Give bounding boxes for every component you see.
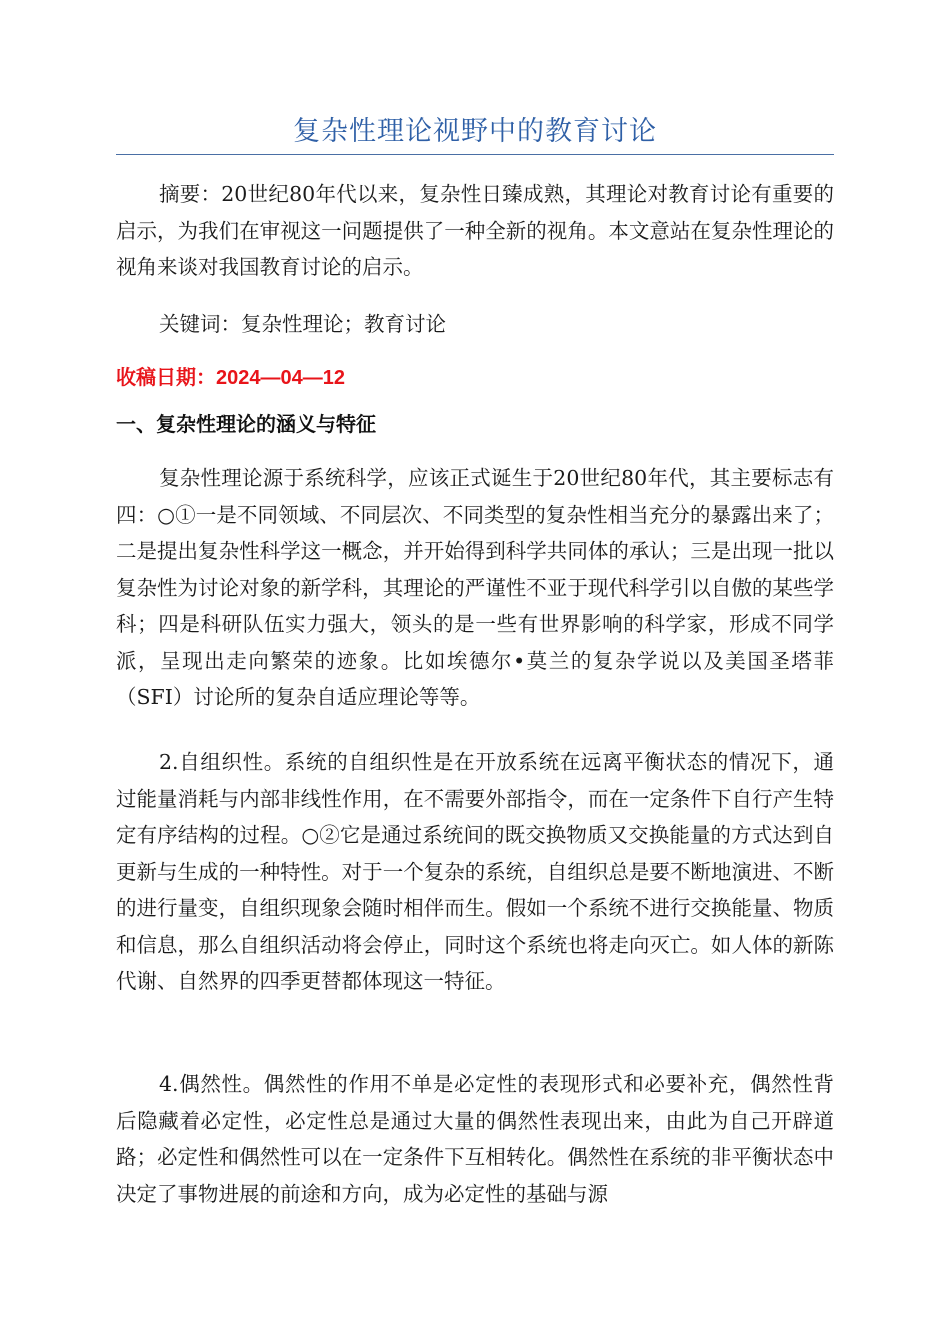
body-paragraph: 4.偶然性。偶然性的作用不单是必定性的表现形式和必要补充，偶然性背后隐藏着必定性，必定性总是通过大量的偶然性表现出来，由此为自己开辟道路；必定性和偶然性可以在一定条件下互相转化。偶然性在系统的非平衡状态中决定了事物进展的前途和方向，成为必定性的基础与源 xyxy=(116,1072,834,1206)
section-heading: 一、复杂性理论的涵义与特征 xyxy=(116,412,376,436)
document-title: 复杂性理论视野中的教育讨论 xyxy=(293,116,657,147)
title-underline xyxy=(116,154,834,155)
body-paragraph: 复杂性理论源于系统科学，应该正式诞生于20世纪80年代，其主要标志有四：○①一是不同领域、不同层次、不同类型的复杂性相当充分的暴露出来了；二是提出复杂性科学这一概念，并开始得到科学共同体的承认；三是出现一批以复杂性为讨论对象的新学科，其理论的严谨性不亚于现代科学引以自傲的某些学科；四是科研队伍实力强大，领头的是一些有世界影响的科学家，形成不同学派，呈现出走向繁荣的迹象。比如埃德尔•莫兰的复杂学说以及美国圣塔菲（SFI）讨论所的复杂自适应理论等等。 xyxy=(116,466,834,709)
body-paragraph: 2.自组织性。系统的自组织性是在开放系统在远离平衡状态的情况下，通过能量消耗与内部非线性作用，在不需要外部指令，而在一定条件下自行产生特定有序结构的过程。○②它是通过系统间的既交换物质又交换能量的方式达到自更新与生成的一种特性。对于一个复杂的系统，自组织总是要不断地演进、不断的进行量变，自组织现象会随时相伴而生。假如一个系统不进行交换能量、物质和信息，那么自组织活动将会停止，同时这个系统也将走向灭亡。如人体的新陈代谢、自然界的四季更替都体现这一特征。 xyxy=(116,750,834,993)
keywords-paragraph: 关键词：复杂性理论；教育讨论 xyxy=(159,312,446,336)
received-date: 收稿日期：2024—04—12 xyxy=(116,367,345,389)
abstract-paragraph: 摘要：20世纪80年代以来，复杂性日臻成熟，其理论对教育讨论有重要的启示，为我们在审视这一问题提供了一种全新的视角。本文意站在复杂性理论的视角来谈对我国教育讨论的启示。 xyxy=(116,182,834,279)
